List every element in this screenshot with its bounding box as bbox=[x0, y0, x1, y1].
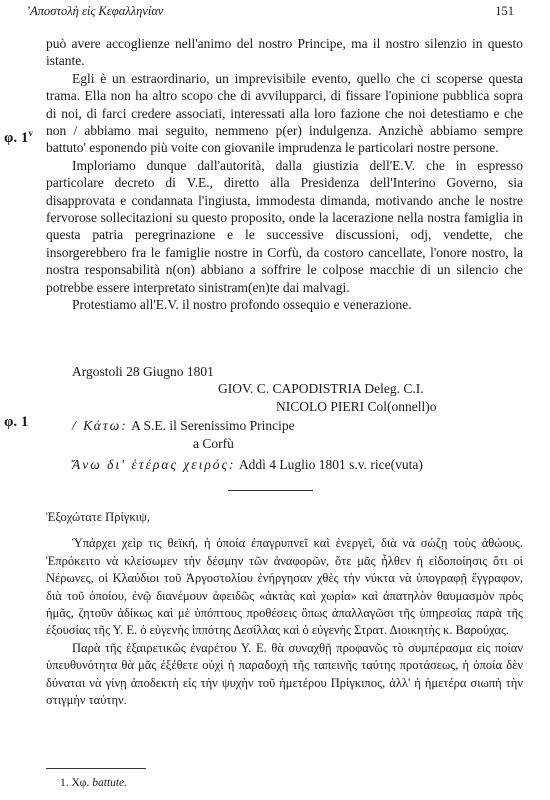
footnote bbox=[60, 777, 127, 789]
other-hand-note bbox=[72, 457, 423, 473]
address-line-1: A S.E. il Serenissimo Principe bbox=[131, 418, 295, 433]
folio-note-1v bbox=[4, 128, 33, 147]
page-header bbox=[26, 4, 514, 22]
other-hand-text: Addì 4 Luglio 1801 s.v. rice(vuta) bbox=[238, 457, 423, 472]
running-title: ’Αποστολὴ εἰς Κεφαλληνίαν bbox=[26, 4, 164, 18]
footnote-label: Χφ. bbox=[71, 777, 90, 789]
footnote-rule bbox=[46, 768, 146, 769]
signer-1: GIOV. C. CAPODISTRIA Deleg. C.I. bbox=[218, 381, 424, 396]
italian-paragraph-4: Protestiamo all'E.V. il nostro profondo ossequio e venerazione. bbox=[72, 297, 412, 313]
address-line-2: a Corfù bbox=[193, 436, 234, 451]
italian-paragraph-2: Egli è un estraordinario, un imprevisibile evento, quello che ci scoperse questa trama. Ella non ha altro scopo che di avvilupparci, di fissare l'opinione pubblica sopra di noi, di farci credere associati, interessati alla loro fazione che noi detestiamo e che non / abbiamo mai seguito, nemmeno p(er) indulgenza. Anzichè abbiamo sempre battuto' esponendo più voite con giovanile imprudenza le particolari nostre persone. bbox=[46, 70, 523, 156]
page-number: 151 bbox=[495, 4, 514, 18]
greek-salutation: Ἐξοχώτατε Πρίγκιψ, bbox=[46, 510, 150, 524]
italian-text bbox=[46, 35, 523, 314]
signer-2: NICOLO PIERI Col(onnell)o bbox=[276, 399, 437, 414]
greek-paragraph-2: Παρὰ τῆς ἐξαιρετικῶς ἐναρέτου Υ. Ε. θὰ συναχθῇ προφανῶς τὸ συμπέρασμα εἰς ποίαν ὑπευθυνότητα θὰ μᾶς ἐξέθετε οὐχὶ ἡ παραδοχὴ τῆς ταπεινῆς ταύτης προτάσεως, ἡ ὁποία δὲν δύναται νὰ γίνῃ ἀποδεκτὴ εἰς τὴν ψυχὴν τοῦ ἡμετέρου Πρίγκιπος, ἀλλ' ἡ ἡμετέρα σιωπὴ τὴν στιγμὴν ταύτην. bbox=[46, 640, 523, 708]
address-label: / Κάτω: bbox=[72, 418, 128, 433]
folio-note-1v-text: φ. 1 bbox=[4, 130, 29, 146]
greek-paragraph-1: Ὑπάρχει χεὶρ τις θεϊκή, ἡ ὁποία ἐπαγρυπνεῖ καὶ ἐνεργεῖ, διὰ νὰ σώζῃ τοὺς ἀθώους. Ἐπρόκειτο νὰ κλείσωμεν τὴν δέσμην τῶν ἀναφορῶν, ὅτε μᾶς ἦλθεν ἡ εἰδοποίησις ὅτι οἱ Νέρωνες, οἱ Κλαύδιοι τοῦ Ἀργοστολίου ἐνήργησαν χθὲς τὴν νύκτα νὰ ὑπογραφῇ ἔγγραφον, διὰ τοῦ ὁποίου, ἐνῷ διανέμουν ἀφειδῶς «ἀκτὰς καὶ χωρία» καὶ ἀπατηλὸν θαυμασμὸν πρὸς ἡμᾶς, ζητοῦν ἀδίκως καὶ μὲ ὑπόπτους προθέσεις ὅπως ἀπαλλαγῶσι τῆς ὑπηρεσίας παρὰ τῆς ἐξουσίας τῆς Υ. Ε. ὁ εὐγενὴς ἱππότης Δεσίλλας καὶ ὁ εὐγενὴς Στρατ. Διοικητὴς κ. Βαρούχας. bbox=[46, 536, 523, 638]
greek-text bbox=[46, 509, 523, 709]
italian-paragraph-1: può avere accoglienze nell'animo del nostro Principe, ma il nostro silenzio in questo istante. bbox=[46, 36, 523, 69]
footnote-text: battute. bbox=[92, 777, 128, 789]
address-block bbox=[72, 418, 295, 434]
other-hand-label: Ἄνω δι' ἑτέρας χειρός: bbox=[72, 457, 236, 472]
italian-paragraph-3: Imploriamo dunque dall'autorità, dalla giustizia dell'E.V. che in espresso particolare decreto di V.E., diretto alla Presidenza dell'Interino Governo, sia disapprovata e condannata l'ingiusta, immodesta dimanda, motivando anche le nostre fervorose sollecitazioni su questo proposito, onde la lacerazione nella nostra famiglia in questa patria peregrinazione e le successive discussioni, odj, vendette, che insorgerebbero fra le famiglie nostre in Corfù, da costoro cancellate, l'onore nostro, la nostra responsabilità n(on) abbiano a soffrire le colpose macchie di un silencio che potrebbe essere interpretato sinistram(en)te dai malvagi. bbox=[46, 157, 523, 295]
place-date: Argostoli 28 Giugno 1801 bbox=[72, 364, 214, 379]
footnote-number: 1. bbox=[60, 777, 69, 789]
folio-note-1v-sup: v bbox=[28, 128, 33, 138]
folio-note-1: φ. 1 bbox=[4, 414, 29, 430]
section-separator bbox=[228, 490, 313, 491]
